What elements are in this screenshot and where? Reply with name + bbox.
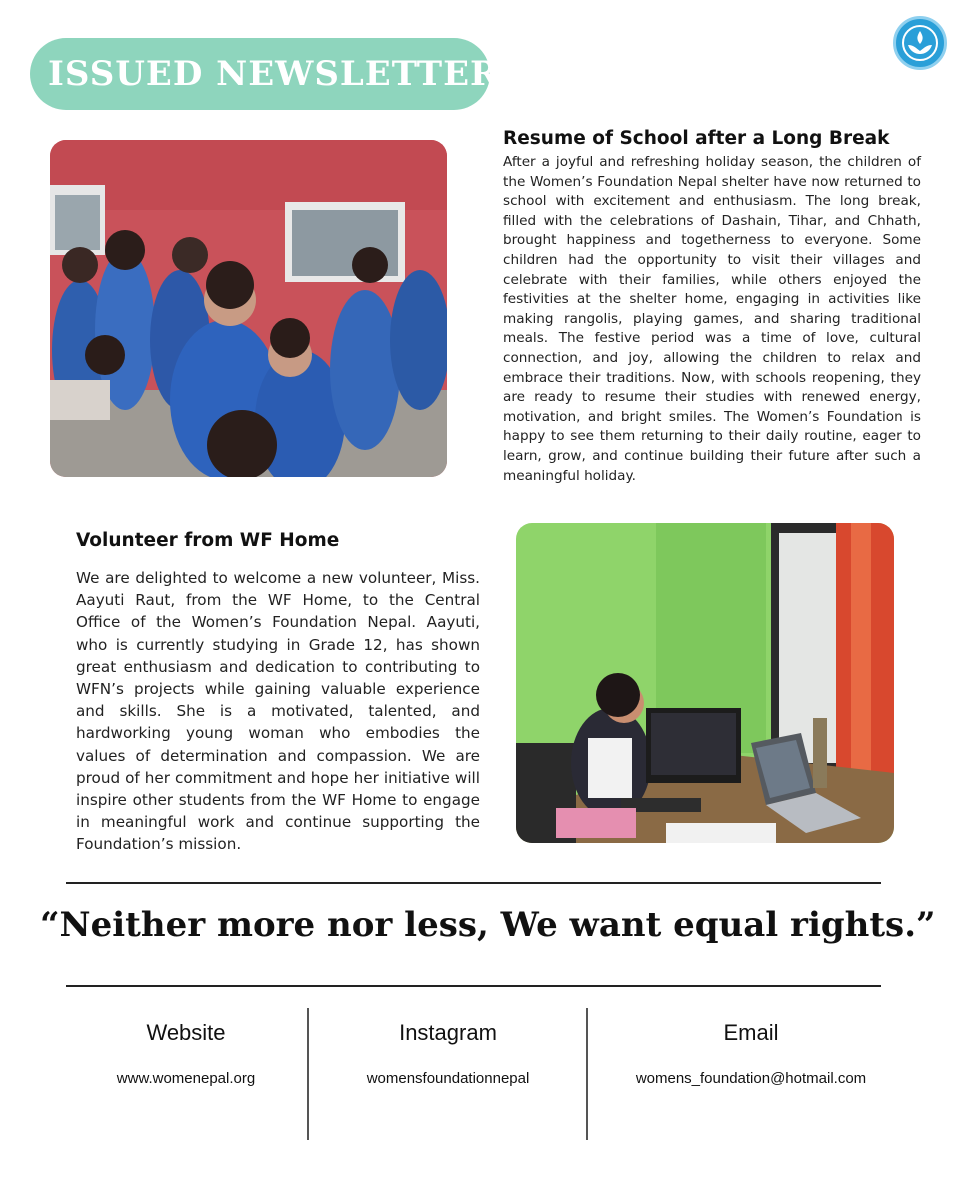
volunteer-at-desk-photo [516, 523, 894, 843]
article-title: Volunteer from WF Home [76, 530, 340, 551]
article-title: Resume of School after a Long Break [503, 128, 890, 149]
school-children-photo [50, 140, 447, 477]
footer-email [590, 1008, 912, 1087]
footer-website [66, 1008, 306, 1087]
footer-divider [307, 1008, 309, 1140]
website-link[interactable]: www.womenepal.org [116, 1070, 256, 1087]
divider-bottom [66, 985, 881, 987]
article-school-resume [503, 128, 921, 486]
newsletter-title-banner [30, 38, 500, 110]
instagram-handle[interactable]: womensfoundationnepal [366, 1070, 530, 1087]
rights-quote: “Neither more nor less, We want equal rights.” [40, 905, 936, 945]
article-volunteer [76, 530, 480, 856]
divider-top [66, 882, 881, 884]
contact-footer [0, 1008, 960, 1140]
newsletter-title: ISSUED NEWSLETTER [48, 54, 500, 94]
email-label: Email [723, 1020, 779, 1045]
flame-hands-icon [900, 23, 940, 63]
footer-divider [586, 1008, 588, 1140]
article-body: We are delighted to welcome a new volunteer, Miss. Aayuti Raut, from the WF Home, to the Central Office of the Women’s Foundation Nepal. Aayuti, who is currently studying in Grade 12, has shown great enthusiasm and dedication to contributing to WFN’s projects while gaining valuable experience and skills. She is a motivated, talented, and hardworking young woman who embodies the values of determination and compassion. We are proud of her commitment and hope her initiative will inspire other students from the WF Home to engage in meaningful work and continue supporting the Foundation’s mission. [76, 569, 480, 854]
website-label: Website [146, 1020, 226, 1045]
article-body: After a joyful and refreshing holiday season, the children of the Women’s Foundation Nepal shelter have now returned to school with excitement and enthusiasm. The long break, filled with the celebrations of Dashain, Tihar, and Chhath, brought happiness and togetherness to everyone. Some children had the opportunity to visit their villages and celebrate with their families, while others enjoyed the festivities at the shelter home, engaging in activities like making rangolis, playing games, and sharing traditional meals. The festive period was a time of love, cultural connection, and joy, allowing the children to relax and embrace their traditions. Now, with schools reopening, they are ready to resume their studies with renewed energy, motivation, and bright smiles. The Women’s Foundation is happy to see them returning to their daily routine, eager to learn, grow, and continue building their future after such a meaningful holiday. [503, 154, 921, 484]
email-address[interactable]: womens_foundation@hotmail.com [635, 1070, 867, 1087]
instagram-label: Instagram [399, 1020, 497, 1045]
footer-instagram [310, 1008, 586, 1087]
foundation-logo [893, 16, 947, 70]
